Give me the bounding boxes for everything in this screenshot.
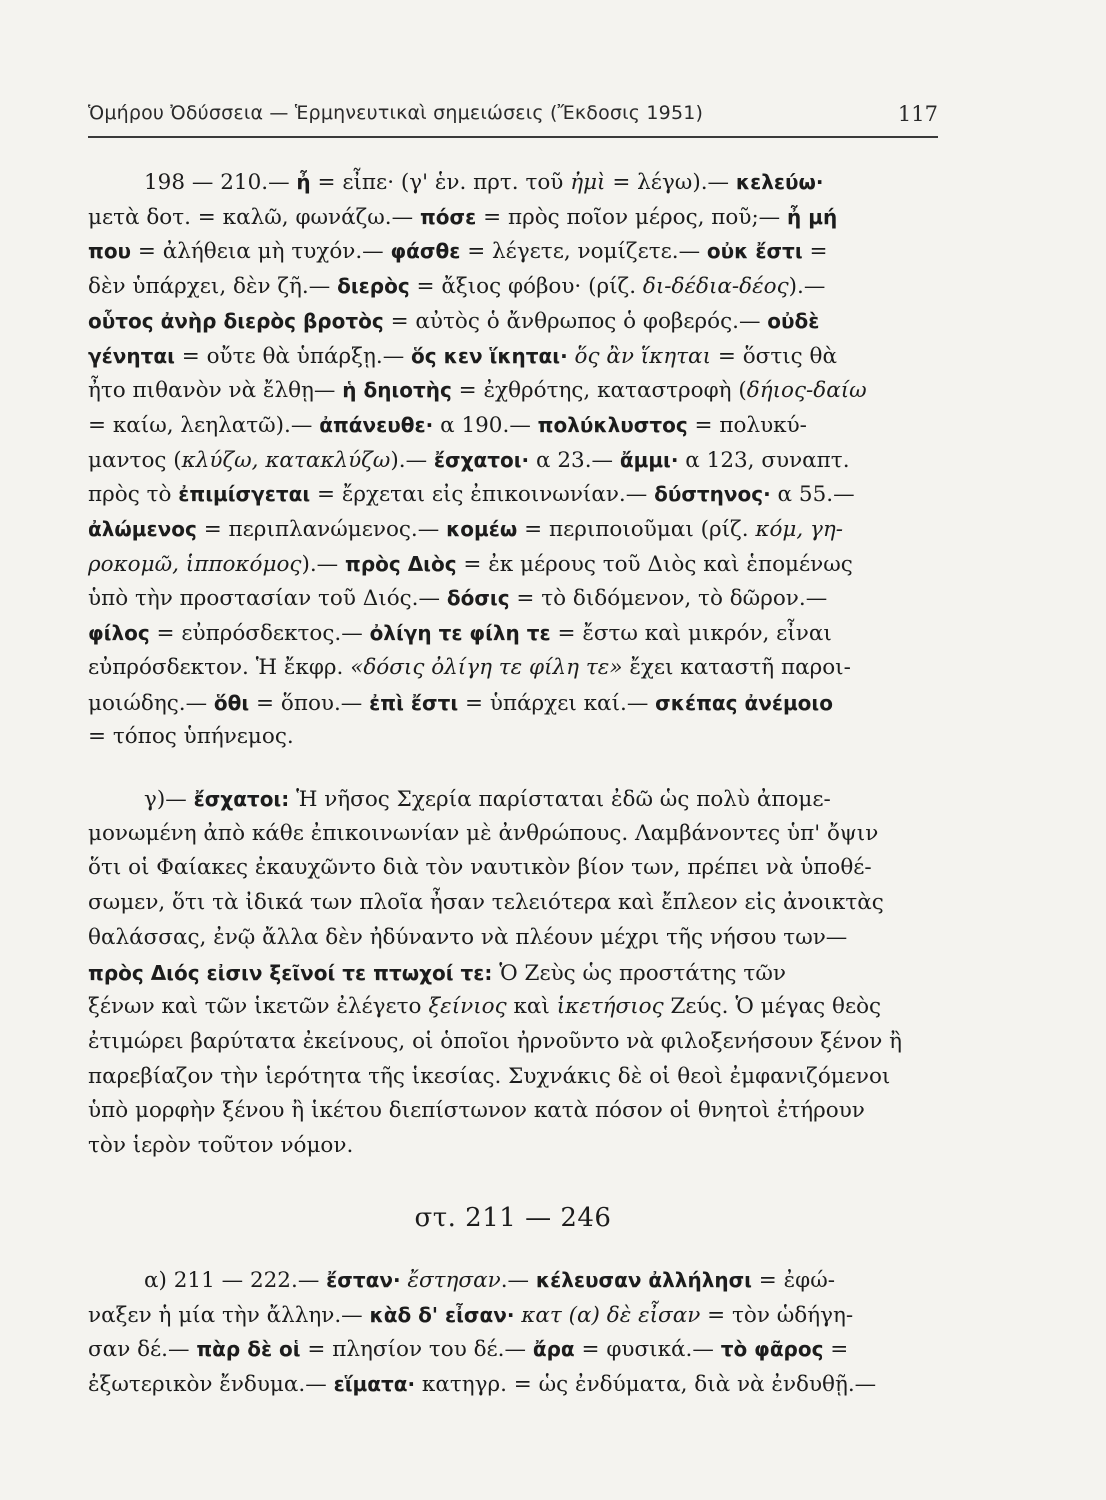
lemma-term: κελεύω· bbox=[735, 170, 824, 194]
text-line bbox=[88, 651, 938, 685]
text-run: = λέγω).— bbox=[605, 170, 736, 195]
lemma-term: ἦ bbox=[296, 170, 311, 194]
text-run: ἐξωτερικὸν ἔνδυμα.— bbox=[88, 1372, 334, 1398]
text-line bbox=[88, 512, 938, 547]
text-run: α 55.— bbox=[770, 482, 855, 508]
text-run: = λέγετε, νομίζετε.— bbox=[460, 239, 707, 265]
text-run: Ζεύς. Ὁ μέγας θεὸς bbox=[663, 994, 882, 1020]
lemma-term: οὐδὲ bbox=[767, 308, 820, 333]
text-run: = αὐτὸς ὁ ἄνθρωπος ὁ φοβερός.— bbox=[383, 308, 768, 334]
header-title: Ὁμήρου Ὀδύσσεια — Ἑρμηνευτικαὶ σημειώσεις (Ἔκδοσις 1951) bbox=[88, 102, 704, 124]
text-run: = περιπλανώμενος.— bbox=[196, 517, 447, 542]
lemma-term: γένηται bbox=[88, 343, 175, 368]
text-line bbox=[88, 373, 938, 408]
text-run: = τόπος ὑπήνεμος. bbox=[88, 724, 294, 750]
lemma-term: ἦ μή bbox=[787, 204, 838, 229]
italic-gloss: κατ (α) δὲ εἶσαν bbox=[514, 1302, 701, 1328]
text-run: ἔχει καταστῆ παροι- bbox=[622, 654, 851, 680]
text-line bbox=[88, 990, 938, 1024]
lemma-term: ἄρα bbox=[532, 1337, 575, 1362]
italic-gloss: δήιος-δαίω bbox=[746, 378, 867, 404]
italic-gloss: δι-δέδια-δέος bbox=[642, 274, 789, 300]
lemma-term: πόσε bbox=[419, 204, 477, 229]
text-run: κατηγρ. = ὡς ἐνδύματα, διὰ νὰ ἐνδυθῇ.— bbox=[415, 1372, 877, 1398]
text-run: 198 — 210.— bbox=[144, 170, 297, 195]
text-line bbox=[88, 616, 938, 651]
lemma-term: πρὸς Διὸς bbox=[345, 551, 457, 576]
text-line bbox=[88, 269, 938, 304]
italic-gloss: ἔστησαν bbox=[400, 1268, 501, 1293]
text-run: δὲν ὑπάρχει, δὲν ζῆ.— bbox=[88, 274, 338, 300]
lemma-term: τὸ φᾶρος bbox=[720, 1337, 824, 1362]
text-run: α 123, συναπτ. bbox=[678, 447, 850, 473]
text-run: = ὅστις θὰ bbox=[711, 343, 837, 369]
text-run: = ἐχθρότης, καταστροφὴ ( bbox=[451, 378, 747, 404]
text-run: = ἔστω καὶ μικρόν, εἶναι bbox=[550, 621, 832, 647]
lemma-term: δόσις bbox=[446, 586, 510, 611]
text-line bbox=[88, 1129, 938, 1163]
lemma-term: ἀπάνευθε· bbox=[319, 412, 434, 437]
lemma-term: πρὸς Διός εἰσιν ξεῖνοί τε πτωχοί τε: bbox=[88, 960, 493, 985]
text-run: Ὁ Ζεὺς ὡς προστάτης τῶν bbox=[492, 960, 786, 986]
text-run: = οὔτε θὰ ὑπάρξῃ.— bbox=[174, 343, 412, 369]
italic-gloss: ἱκετήσιος bbox=[556, 994, 664, 1020]
lemma-term: οὐκ ἔστι bbox=[706, 239, 803, 264]
text-run: = bbox=[823, 1337, 849, 1363]
text-run: = ἐκ μέρους τοῦ Διὸς καὶ ἑπομένως bbox=[456, 551, 853, 577]
text-run: = bbox=[802, 239, 828, 265]
lemma-term: δύστηνος· bbox=[654, 482, 771, 507]
text-line bbox=[88, 581, 938, 616]
lemma-term: ἄμμι· bbox=[619, 447, 679, 472]
text-run: = εὐπρόσδεκτος.— bbox=[149, 621, 370, 647]
text-line bbox=[88, 547, 938, 582]
text-run: μονωμένη ἀπὸ κάθε ἐπικοινωνίαν μὲ ἀνθρώπους. Λαμβάνοντες ὑπ' ὄψιν bbox=[88, 820, 879, 846]
text-run: ).— bbox=[788, 274, 826, 300]
lemma-term: κέλευσαν ἀλλήλησι bbox=[535, 1268, 752, 1292]
text-run: σωμεν, ὅτι τὰ ἰδικά των πλοῖα ἦσαν τελειότερα καὶ ἔπλεον εἰς ἀνοικτὰς bbox=[88, 890, 884, 916]
text-run: = ἀλήθεια μὴ τυχόν.— bbox=[131, 239, 391, 265]
text-run: μετὰ δοτ. = καλῶ, φωνάζω.— bbox=[88, 204, 420, 230]
text-run: = πλησίον του δέ.— bbox=[300, 1337, 533, 1363]
lemma-term: διερὸς bbox=[337, 274, 410, 299]
text-line bbox=[88, 921, 938, 955]
lemma-term: ἀλώμενος bbox=[88, 517, 197, 541]
lemma-term: πολύκλυστος bbox=[537, 412, 688, 437]
text-run: μαντος ( bbox=[88, 447, 182, 473]
text-run: ὅτι οἱ Φαίακες ἐκαυχῶντο διὰ τὸν ναυτικὸν βίον των, πρέπει νὰ ὑποθέ- bbox=[88, 855, 872, 881]
text-run: ξένων καὶ τῶν ἱκετῶν ἐλέγετο bbox=[88, 994, 429, 1020]
lemma-term: ὀλίγη τε φίλη τε bbox=[369, 621, 551, 646]
lemma-term: φάσθε bbox=[390, 239, 461, 264]
text-run: = φυσικά.— bbox=[574, 1337, 721, 1363]
lemma-term: ἔσχατοι: bbox=[193, 787, 290, 811]
text-line bbox=[88, 304, 938, 339]
text-run: α 190.— bbox=[433, 412, 538, 438]
text-run: = ὑπάρχει καί.— bbox=[458, 690, 656, 716]
text-run: = τὸ διδόμενον, τὸ δῶρον.— bbox=[509, 586, 828, 612]
text-run: = πρὸς ποῖον μέρος, ποῦ;— bbox=[476, 204, 788, 230]
lemma-term: ὅθι bbox=[213, 690, 250, 715]
text-run: ὑπὸ μορφὴν ξένου ἢ ἱκέτου διεπίστωνον κατὰ πόσον οἱ θνητοὶ ἐτήρουν bbox=[88, 1098, 865, 1124]
running-header bbox=[88, 102, 938, 136]
text-line bbox=[88, 1298, 938, 1333]
text-line bbox=[88, 720, 938, 754]
text-run: = ὅπου.— bbox=[249, 690, 370, 716]
italic-gloss: ἠμὶ bbox=[570, 170, 606, 195]
text-line bbox=[88, 339, 938, 374]
text-line bbox=[88, 443, 938, 478]
text-run: = καίω, λεηλατῶ).— bbox=[88, 412, 320, 438]
text-line bbox=[88, 477, 938, 512]
lemma-term: οὗτος ἀνὴρ διερὸς βροτὸς bbox=[88, 308, 384, 333]
text-run: εὐπρόσδεκτον. Ἡ ἔκφρ. bbox=[88, 654, 351, 680]
text-line bbox=[88, 1332, 938, 1367]
text-run: ναξεν ἡ μία τὴν ἄλλην.— bbox=[88, 1302, 370, 1328]
text-run: = ἄξιος φόβου· (ρίζ. bbox=[409, 274, 643, 300]
text-line bbox=[88, 1025, 938, 1059]
text-line bbox=[88, 1263, 938, 1298]
header-rule bbox=[88, 136, 938, 138]
lemma-term: εἵματα· bbox=[333, 1372, 416, 1397]
text-line bbox=[88, 165, 938, 200]
text-run: ).— bbox=[301, 551, 345, 577]
lemma-term: πὰρ δὲ οἱ bbox=[196, 1337, 301, 1362]
text-run: μοιώδης.— bbox=[88, 690, 214, 716]
lemma-term: σκέπας ἀνέμοιο bbox=[655, 690, 833, 715]
text-line bbox=[88, 782, 938, 817]
text-run: τὸν ἱερὸν τοῦτον νόμον. bbox=[88, 1133, 354, 1158]
text-line bbox=[88, 1060, 938, 1094]
page-number: 117 bbox=[897, 102, 938, 126]
text-line bbox=[88, 408, 938, 443]
italic-gloss: ροκομῶ, ἱπποκόμος bbox=[88, 551, 302, 577]
text-run: ἦτο πιθανὸν νὰ ἔλθῃ— bbox=[88, 378, 343, 404]
lemma-term: ὅς κεν ἵκηται· bbox=[411, 343, 568, 368]
text-run: ὑπὸ τὴν προστασίαν τοῦ Διός.— bbox=[88, 586, 447, 612]
lemma-term: κομέω bbox=[446, 517, 518, 541]
text-line bbox=[88, 686, 938, 721]
lemma-term: ἐπὶ ἔστι bbox=[369, 690, 459, 715]
lemma-term: ἔσχατοι· bbox=[433, 447, 530, 472]
italic-gloss: ὅς ἂν ἵκηται bbox=[567, 343, 712, 369]
text-run: πρὸς τὸ bbox=[88, 482, 179, 508]
text-line bbox=[88, 851, 938, 885]
italic-gloss: κόμ, γη- bbox=[755, 517, 844, 542]
text-line bbox=[88, 886, 938, 920]
text-line bbox=[88, 956, 938, 991]
lemma-term: ἐπιμίσγεται bbox=[178, 482, 311, 507]
text-run: α) 211 — 222.— bbox=[144, 1268, 327, 1293]
text-line bbox=[88, 200, 938, 235]
text-run: α 23.— bbox=[529, 447, 620, 473]
lemma-term: που bbox=[88, 239, 132, 264]
lemma-term: κὰδ δ' εἶσαν· bbox=[369, 1302, 515, 1327]
text-run: γ)— bbox=[144, 787, 194, 812]
text-line bbox=[88, 1367, 938, 1402]
text-run: = ἐφώ- bbox=[751, 1268, 836, 1293]
italic-gloss: «δόσις ὀλίγη τε φίλη τε» bbox=[350, 654, 623, 680]
text-run: = περιποιοῦμαι (ρίζ. bbox=[517, 517, 756, 542]
text-run: = εἶπε· (γ' ἑν. πρτ. τοῦ bbox=[310, 170, 571, 195]
text-run: = τὸν ὡδήγη- bbox=[700, 1302, 854, 1328]
text-run: ἐτιμώρει βαρύτατα ἐκείνους, οἱ ὁποῖοι ἠρνοῦντο νὰ φιλοξενήσουν ξένον ἢ bbox=[88, 1028, 903, 1054]
lemma-term: ἡ δηιοτὴς bbox=[342, 378, 452, 403]
text-run: = πολυκύ- bbox=[687, 412, 807, 438]
text-run: σαν δέ.— bbox=[88, 1337, 197, 1363]
text-line bbox=[88, 1094, 938, 1128]
text-run: Ἡ νῆσος Σχερία παρίσταται ἐδῶ ὡς πολὺ ἀπομε- bbox=[289, 787, 831, 812]
text-run: ).— bbox=[390, 447, 434, 473]
text-run: παρεβίαζον τὴν ἱερότητα τῆς ἱκεσίας. Συχνάκις δὲ οἱ θεοὶ ἐμφανιζόμενοι bbox=[88, 1063, 891, 1089]
text-line bbox=[88, 817, 938, 851]
lemma-term: ἔσταν· bbox=[326, 1268, 401, 1292]
text-run: καὶ bbox=[506, 994, 557, 1020]
lemma-term: φίλος bbox=[88, 621, 150, 646]
text-line bbox=[88, 234, 938, 269]
text-run: = ἔρχεται εἰς ἐπικοινωνίαν.— bbox=[310, 482, 655, 508]
italic-gloss: κλύζω, κατακλύζω bbox=[181, 447, 391, 473]
italic-gloss: ξείνιος bbox=[428, 994, 507, 1020]
text-run: θαλάσσας, ἐνῷ ἄλλα δὲν ἠδύναντο νὰ πλέουν μέχρι τῆς νήσου των— bbox=[88, 924, 848, 950]
section-heading: στ. 211 — 246 bbox=[414, 1203, 612, 1233]
text-run: .— bbox=[500, 1268, 536, 1293]
